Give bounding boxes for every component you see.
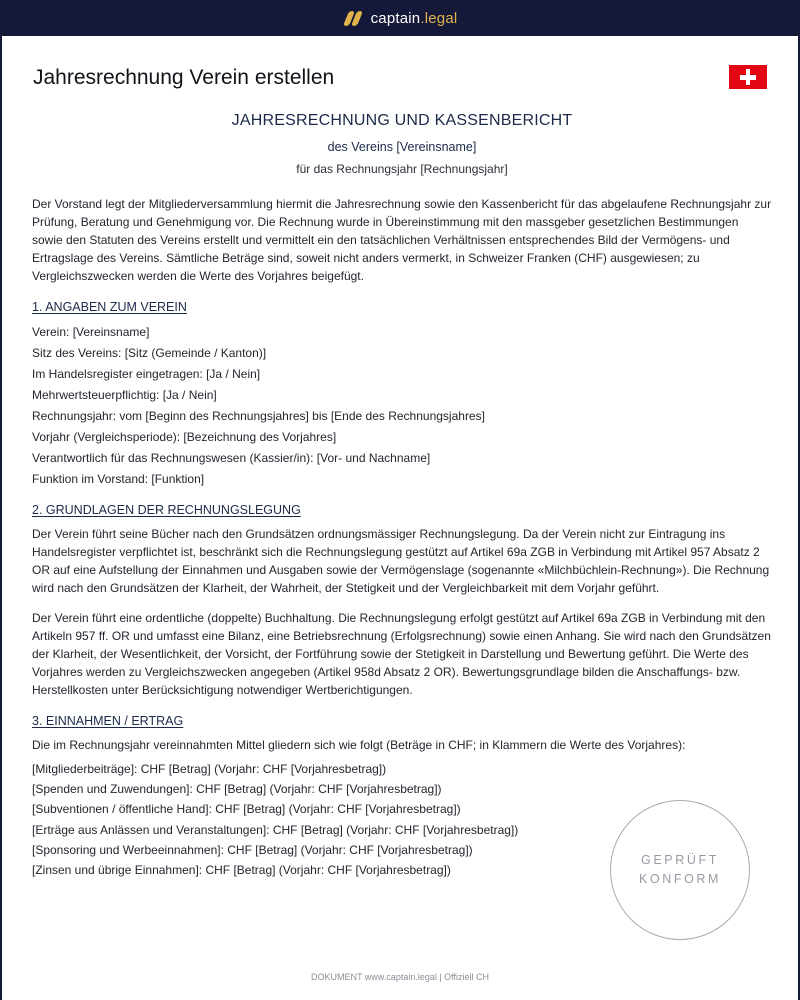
body-paragraph: Die im Rechnungsjahr vereinnahmten Mittel gliedern sich wie folgt (Beträge in CHF; in Klammern die Werte des Vorjahres): <box>32 738 686 752</box>
income-line: [Zinsen und übrige Einnahmen]: CHF [Betrag] (Vorjahr: CHF [Vorjahresbetrag]) <box>32 863 451 877</box>
footer-text: DOKUMENT www.captain.legal | Offiziell CH <box>310 972 490 982</box>
income-line: [Spenden und Zuwendungen]: CHF [Betrag] (Vorjahr: CHF [Vorjahresbetrag]) <box>32 782 442 797</box>
document-subtitle: des Vereins [Vereinsname] <box>327 140 477 154</box>
stamp-text: KONFORM <box>638 872 722 886</box>
field-line: Mehrwertsteuerpflichtig: [Ja / Nein] <box>32 388 217 402</box>
body-paragraph: Der Verein führt eine ordentliche (doppelte) Buchhaltung. Die Rechnungslegung erfolgt gestützt auf Artikel 69a ZGB in Verbindung mit den Artikeln 957 ff. OR und umfasst eine Bilanz, eine Betriebsrechnung (Erfolgsrechnung) sowie einen Anhang. Sie wird nach den Grundsätzen der Klarheit, der Wesentlichkeit, der Vorsicht, der Fortführung sowie der Stetigkeit in Darstellung und Bewertung geführt. Die Werte des Vorjahres werden zu Vergleichszwecken angegeben (Artikel 958d Absatz 2 OR). Bewertungsgrundlage bilden die Anschaffungs- bzw. Herstellkosten unter Berücksichtigung notwendiger Wertberichtigungen. <box>32 611 771 697</box>
document-body <box>32 112 772 877</box>
field-line: Rechnungsjahr: vom [Beginn des Rechnungsjahres] bis [Ende des Rechnungsjahres] <box>32 409 485 423</box>
section-angaben <box>32 300 772 490</box>
field-line: Im Handelsregister eingetragen: [Ja / Nein] <box>32 367 261 381</box>
page-title: Jahresrechnung Verein erstellen <box>33 66 335 89</box>
income-line: [Mitgliederbeiträge]: CHF [Betrag] (Vorjahr: CHF [Vorjahresbetrag]) <box>32 762 387 776</box>
income-line: [Subventionen / öffentliche Hand]: CHF [Betrag] (Vorjahr: CHF [Vorjahresbetrag]) <box>32 802 461 817</box>
captain-logo-icon <box>343 10 363 26</box>
document-period: für das Rechnungsjahr [Rechnungsjahr] <box>296 162 508 176</box>
intro-paragraph: Der Vorstand legt der Mitgliederversammlung hiermit die Jahresrechnung sowie den Kassenbericht für das abgelaufene Rechnungsjahr zur Prüfung, Beratung und Genehmigung vor. Die Rechnung wurde in Übereinstimmung mit den massgeber gesetzlichen Bestimmungen sowie den Statuten des Vereins erstellt und vermittelt ein den tatsächlichen Verhältnissen entsprechendes Bild der Vermögens- und Ertragslage des Vereins. Sämtliche Beträge sind, soweit nicht anders vermerkt, in Schweizer Franken (CHF) ausgewiesen; zu Vergleichszwecken werden die Werte des Vorjahres beigefügt. <box>32 197 772 283</box>
field-line: Vorjahr (Vergleichsperiode): [Bezeichnung des Vorjahres] <box>32 430 337 444</box>
section-grundlagen <box>32 503 772 699</box>
field-line: Funktion im Vorstand: [Funktion] <box>32 472 205 486</box>
section-heading: 3. EINNAHMEN / ERTRAG <box>32 714 184 728</box>
field-line: Sitz des Vereins: [Sitz (Gemeinde / Kanton)] <box>32 346 267 360</box>
brand-name[interactable]: captain.legal <box>370 9 458 27</box>
body-paragraph: Der Verein führt seine Bücher nach den Grundsätzen ordnungsmässiger Rechnungslegung. Da der Verein nicht zur Eintragung ins Handelsregister verpflichtet ist, beschränkt sich die Rechnungslegung gestützt auf Artikel 69a ZGB in Verbindung mit Artikel 957 Absatz 2 OR auf eine Aufstellung der Einnahmen und Ausgaben sowie der Vermögenslage (sogenannte «Milchbüchlein-Rechnung»). Die Rechnung wird nach den Grundsätzen der Klarheit, der Wahrheit, der Stetigkeit und der Vergleichbarkeit mit dem Vorjahr geführt. <box>32 527 770 595</box>
document-title: JAHRESRECHNUNG UND KASSENBERICHT <box>231 112 573 129</box>
stamp-text: GEPRÜFT <box>641 853 719 867</box>
field-line: Verantwortlich für das Rechnungswesen (Kassier/in): [Vor- und Nachname] <box>32 451 431 465</box>
section-heading: 1. ANGABEN ZUM VEREIN <box>32 300 187 314</box>
income-line: [Sponsoring und Werbeeinnahmen]: CHF [Betrag] (Vorjahr: CHF [Vorjahresbetrag]) <box>32 842 473 857</box>
approval-stamp <box>610 800 750 940</box>
field-line: Verein: [Vereinsname] <box>32 325 150 339</box>
income-line: [Erträge aus Anlässen und Veranstaltungen]: CHF [Betrag] (Vorjahr: CHF [Vorjahresbetrag]) <box>32 822 519 837</box>
top-bar <box>0 0 800 36</box>
swiss-flag-icon <box>729 65 767 89</box>
section-heading: 2. GRUNDLAGEN DER RECHNUNGSLEGUNG <box>32 503 301 517</box>
